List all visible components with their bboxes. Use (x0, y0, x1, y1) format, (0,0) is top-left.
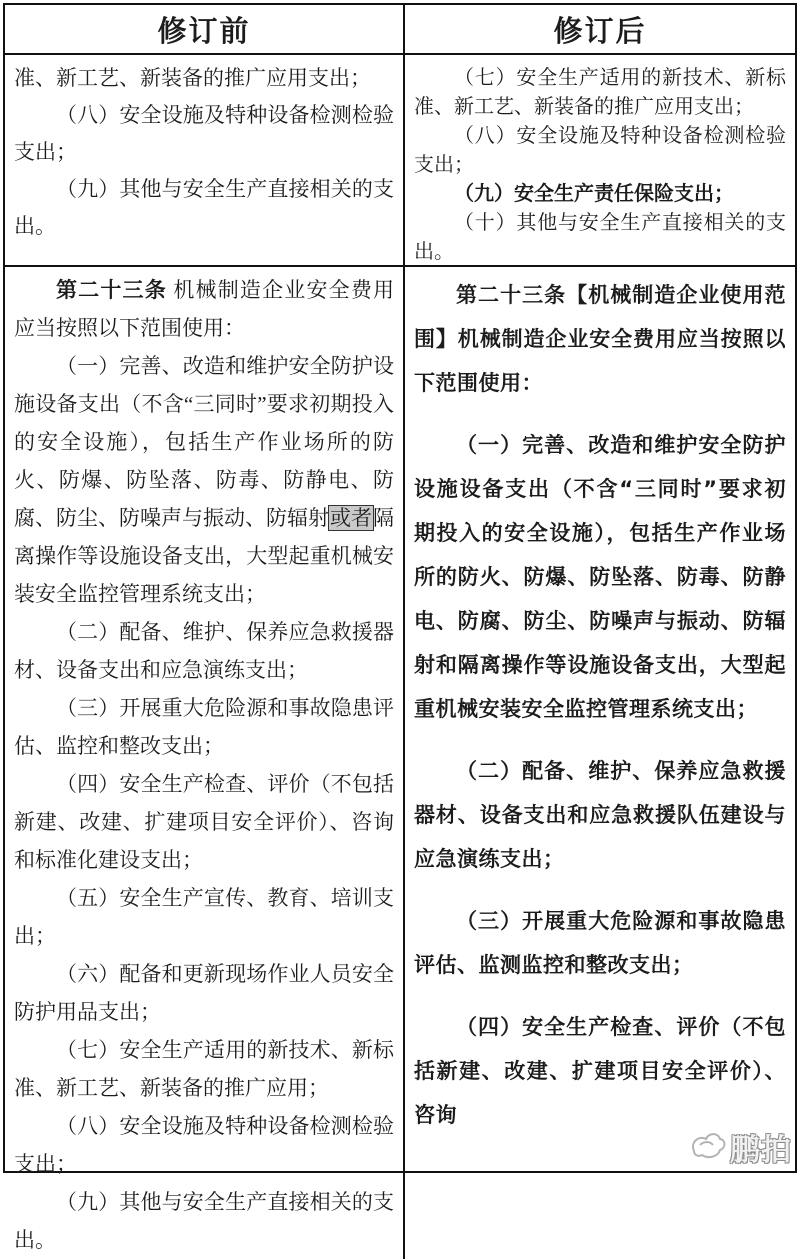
watermark-text: 鹏拍 (730, 1133, 792, 1168)
paragraph: （三）开展重大危险源和事故隐患评估、监控和整改支出； (14, 696, 394, 758)
paragraph: （一）完善、改造和维护安全防护设施设备支出（不含“三同时”要求初期投入的安全设施），包括生产作业场所的防火、防爆、防坠落、防毒、防静电、防腐、防尘、防噪声与振动、防辐射和隔离操作等设施设备支出，大型起重机械安装安全监控管理系统支出； (414, 433, 786, 721)
cell-row1-before (5, 55, 403, 267)
cell-row1-after (403, 55, 795, 267)
paragraph: （七）安全生产适用的新技术、新标准、新工艺、新装备的推广应用支出； (414, 67, 786, 118)
paragraph: （一）完善、改造和维护安全防护设施设备支出（不含“三同时”要求初期投入的安全设施），包括生产作业场所的防火、防爆、防坠落、防毒、防静电、防腐、防尘、防噪声与振动、防辐射或者隔离操作等设施设备支出，大型起重机械安装安全监控管理系统支出； (14, 354, 394, 606)
header-after-label: 修订后 (553, 15, 647, 48)
paragraph: （九）安全生产责任保险支出； (454, 183, 734, 205)
tracked-change-box: 或者 (330, 506, 372, 530)
paragraph: （九）其他与安全生产直接相关的支出。 (14, 1190, 394, 1252)
paragraph: 第二十三条【机械制造企业使用范围】机械制造企业安全费用应当按照以下范围使用： (414, 283, 786, 395)
paragraph: （六）配备和更新现场作业人员安全防护用品支出； (14, 962, 394, 1024)
paragraph: 准、新工艺、新装备的推广应用支出； (14, 66, 371, 90)
paragraph: （八）安全设施及特种设备检测检验支出； (414, 125, 786, 176)
paragraph: （四）安全生产检查、评价（不包括新建、改建、扩建项目安全评价）、咨询和标准化建设支出； (14, 772, 394, 872)
paragraph: （七）安全生产适用的新技术、新标准、新工艺、新装备的推广应用； (14, 1038, 394, 1100)
paragraph: 第二十三条 机械制造企业安全费用应当按照以下范围使用： (14, 278, 395, 340)
paragraph: （八）安全设施及特种设备检测检验支出； (14, 103, 394, 164)
cell-row2-after (403, 267, 795, 1259)
paragraph: （十）其他与安全生产直接相关的支出。 (414, 212, 786, 263)
header-before-label: 修订前 (157, 15, 251, 48)
paragraph: （三）开展重大危险源和事故隐患评估、监测监控和整改支出； (414, 909, 786, 977)
header-after (403, 5, 795, 55)
paragraph: （二）配备、维护、保养应急救援器材、设备支出和应急救援队伍建设与应急演练支出； (414, 759, 786, 871)
header-before (5, 5, 403, 55)
paragraph: （五）安全生产宣传、教育、培训支出； (14, 886, 394, 948)
revision-comparison-table (3, 3, 797, 1252)
paragraph: （二）配备、维护、保养应急救援器材、设备支出和应急演练支出； (14, 620, 394, 682)
paragraph: （八）安全设施及特种设备检测检验支出； (14, 1114, 394, 1176)
paragraph: （四）安全生产检查、评价（不包括新建、改建、扩建项目安全评价）、咨询 (414, 1015, 786, 1127)
cell-row2-before (5, 267, 403, 1259)
paragraph: （九）其他与安全生产直接相关的支出。 (14, 177, 394, 238)
